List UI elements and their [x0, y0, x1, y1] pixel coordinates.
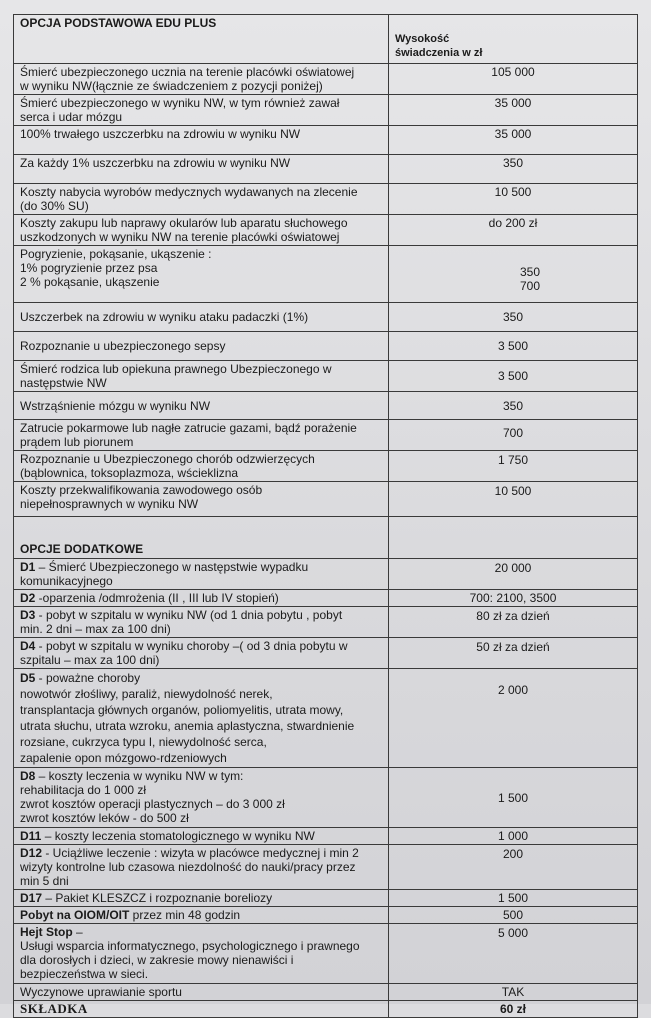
table-row [14, 126, 638, 155]
benefit-label [14, 638, 389, 669]
benefit-amount: do 200 zł [389, 215, 638, 246]
benefit-amount: 35 000 [389, 95, 638, 126]
amount-column-header: Wysokość świadczenia w zł [389, 15, 638, 64]
benefit-amount: 700 [389, 420, 638, 451]
table-row [14, 890, 638, 907]
table-row [14, 361, 638, 392]
option-code: Pobyt na OIOM/OIT [20, 908, 130, 922]
benefit-label: Koszty przekwalifikowania zawodowego osób niepełnosprawnych w wyniku NW [14, 482, 389, 517]
benefit-label: 100% trwałego uszczerbku na zdrowiu w wyniku NW [14, 126, 389, 155]
table-row [14, 246, 638, 303]
section-header-row [14, 517, 638, 559]
option-text: przez min 48 godzin [129, 908, 241, 922]
benefit-amount: 105 000 [389, 64, 638, 95]
benefit-label [14, 559, 389, 590]
benefit-amount: 10 500 [389, 184, 638, 215]
benefit-label [14, 907, 389, 924]
benefit-amount: 3 500 [389, 361, 638, 392]
table-row [14, 184, 638, 215]
benefit-label [14, 768, 389, 828]
option-text: - poważne choroby nowotwór złośliwy, paraliż, niewydolność nerek, transplantacja głównych organów, poliomyelitis, utrata mowy, utrata słuchu, utrata wzroku, anemia aplastyczna, stwardnienie rozsiane, cukrzyca typu I, niewydolność serca, zapalenie opon mózgowo-rdzeniowych [20, 671, 355, 765]
option-code: Hejt Stop [20, 925, 73, 939]
total-row [14, 1001, 638, 1018]
premium-value: 60 zł [389, 1001, 638, 1018]
benefit-label: Zatrucie pokarmowe lub nagłe zatrucie gazami, bądź porażenie prądem lub piorunem [14, 420, 389, 451]
option-text: – Pakiet KLESZCZ i rozpoznanie boreliozy [42, 891, 273, 905]
table-row [14, 559, 638, 590]
benefit-amount: 10 500 [389, 482, 638, 517]
table-row [14, 638, 638, 669]
table-row [14, 669, 638, 768]
benefit-label [14, 828, 389, 845]
option-code: D5 [20, 671, 36, 685]
benefit-amount: 200 [389, 845, 638, 890]
option-text: – koszty leczenia w wyniku NW w tym: rehabilitacja do 1 000 zł zwrot kosztów operacji plastycznych – do 3 000 zł zwrot kosztów leków - do 500 zł [20, 769, 285, 825]
table-row [14, 332, 638, 361]
benefit-amount: 700: 2100, 3500 [389, 590, 638, 607]
option-code: D17 [20, 891, 43, 905]
benefit-label: Śmierć ubezpieczonego ucznia na terenie placówki oświatowej w wyniku NW(łącznie ze świadczeniem z pozycji poniżej) [14, 64, 389, 95]
table-row [14, 845, 638, 890]
benefit-label: Rozpoznanie u Ubezpieczonego chorób odzwierzęcych (bąblownica, toksoplazmoza, wścieklizna [14, 451, 389, 482]
benefit-amount: 350 [389, 392, 638, 420]
option-text: - pobyt w szpitalu w wyniku choroby –( od 3 dnia pobytu w szpitalu – max za 100 dni) [20, 639, 348, 667]
table-row [14, 482, 638, 517]
sport-value: TAK [389, 984, 638, 1001]
sport-row [14, 984, 638, 1001]
option-code: D3 [20, 608, 36, 622]
table-row [14, 590, 638, 607]
benefit-label: Śmierć ubezpieczonego w wyniku NW, w tym również zawał serca i udar mózgu [14, 95, 389, 126]
benefit-amount: 3 500 [389, 332, 638, 361]
option-text: – Usługi wsparcia informatycznego, psychologicznego i prawnego dla dorosłych i dzieci, w zakresie mowy nienawiści i bezpieczeństwa w sieci. [20, 925, 360, 981]
benefit-label [14, 669, 389, 768]
table-row [14, 215, 638, 246]
option-text: - Uciążliwe leczenie : wizyta w placówce medycznej i min 2 wizyty kontrolne lub czasowa niezdolność do nauki/pracy przez min 5 dni [20, 846, 359, 888]
benefit-amount: 1 750 [389, 451, 638, 482]
benefit-label [14, 607, 389, 638]
table-row [14, 95, 638, 126]
benefit-amount: 350 700 [389, 246, 638, 303]
table-row [14, 303, 638, 332]
sport-label: Wyczynowe uprawianie sportu [14, 984, 389, 1001]
benefit-label: Śmierć rodzica lub opiekuna prawnego Ubezpieczonego w następstwie NW [14, 361, 389, 392]
benefit-label: Uszczerbek na zdrowiu w wyniku ataku padaczki (1%) [14, 303, 389, 332]
option-code: D8 [20, 769, 36, 783]
benefit-label [14, 924, 389, 984]
option-code: D1 [20, 560, 36, 574]
option-text: - pobyt w szpitalu w wyniku NW (od 1 dnia pobytu , pobyt min. 2 dni – max za 100 dni) [20, 608, 343, 636]
option-code: D12 [20, 846, 43, 860]
table-row [14, 451, 638, 482]
benefit-label [14, 590, 389, 607]
benefit-label: Rozpoznanie u ubezpieczonego sepsy [14, 332, 389, 361]
benefit-amount: 5 000 [389, 924, 638, 984]
option-text: – Śmierć Ubezpieczonego w następstwie wypadku komunikacyjnego [20, 560, 309, 588]
table-row [14, 155, 638, 184]
benefits-table [13, 14, 638, 1018]
benefit-label: Koszty nabycia wyrobów medycznych wydawanych na zlecenie (do 30% SU) [14, 184, 389, 215]
benefit-label [14, 845, 389, 890]
benefit-amount: 350 [389, 303, 638, 332]
table-header-row [14, 15, 638, 64]
benefit-amount: 35 000 [389, 126, 638, 155]
option-text: -oparzenia /odmrożenia (II , III lub IV stopień) [35, 591, 279, 605]
benefit-amount: 20 000 [389, 559, 638, 590]
benefit-amount: 500 [389, 907, 638, 924]
benefit-amount: 350 [389, 155, 638, 184]
benefit-amount: 1 500 [389, 768, 638, 828]
option-code: D11 [20, 829, 42, 843]
table-row [14, 607, 638, 638]
benefit-label: Koszty zakupu lub naprawy okularów lub aparatu słuchowego uszkodzonych w wyniku NW na terenie placówki oświatowej [14, 215, 389, 246]
benefit-label: Pogryzienie, pokąsanie, ukąszenie : 1% pogryzienie przez psa 2 % pokąsanie, ukąszenie [14, 246, 389, 303]
benefit-label: Wstrząśnienie mózgu w wyniku NW [14, 392, 389, 420]
benefit-label: Za każdy 1% uszczerbku na zdrowiu w wyniku NW [14, 155, 389, 184]
section-title-extra: OPCJE DODATKOWE [14, 517, 389, 559]
table-row [14, 828, 638, 845]
table-row [14, 420, 638, 451]
option-code: D4 [20, 639, 36, 653]
benefit-label [14, 890, 389, 907]
table-row [14, 768, 638, 828]
benefit-amount: 80 zł za dzień [389, 607, 638, 638]
benefit-amount: 50 zł za dzień [389, 638, 638, 669]
table-row [14, 392, 638, 420]
benefit-amount: 1 000 [389, 828, 638, 845]
table-row [14, 924, 638, 984]
option-code: D2 [20, 591, 36, 605]
benefit-amount: 1 500 [389, 890, 638, 907]
option-text: – koszty leczenia stomatologicznego w wyniku NW [41, 829, 315, 843]
benefit-amount: 2 000 [389, 669, 638, 768]
empty-cell [389, 517, 638, 559]
premium-label: SKŁADKA [14, 1001, 389, 1018]
table-row [14, 907, 638, 924]
table-row [14, 64, 638, 95]
section-title-basic: OPCJA PODSTAWOWA EDU PLUS [14, 15, 389, 64]
